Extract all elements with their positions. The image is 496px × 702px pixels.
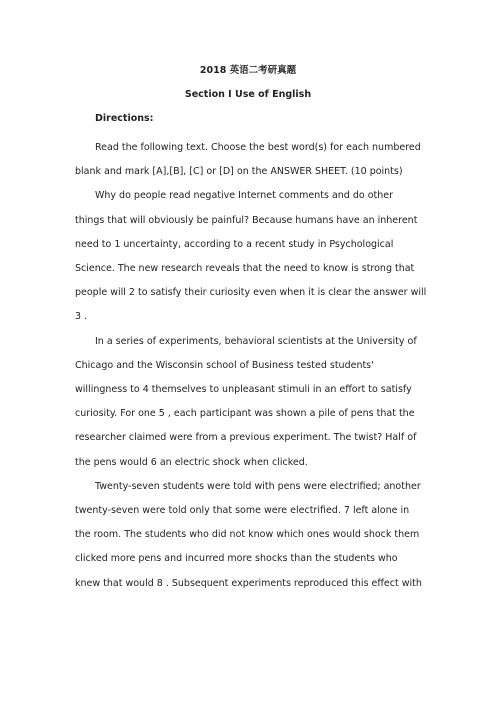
passage-line: In a series of experiments, behavioral scientists at the University of: [95, 335, 417, 347]
passage-body: [75, 136, 427, 596]
passage-line: knew that would 8 . Subsequent experiments reproduced this effect with: [75, 577, 422, 589]
passage-line: Twenty-seven students were told with pens were electrified; another: [95, 480, 421, 492]
passage-line: blank and mark [A],[B], [C] or [D] on the ANSWER SHEET. (10 points): [75, 166, 403, 178]
passage-line: twenty-seven were told only that some were electrified. 7 left alone in: [75, 505, 410, 517]
passage-line: need to 1 uncertainty, according to a recent study in Psychological: [75, 238, 394, 250]
document-title: 2018 英语二考研真题: [199, 65, 297, 76]
passage-line: Read the following text. Choose the best word(s) for each numbered: [95, 142, 421, 153]
passage-line: the pens would 6 an electric shock when clicked.: [75, 456, 308, 468]
section-heading: Section I Use of English: [184, 89, 312, 100]
passage-line: 3 .: [75, 311, 88, 323]
passage-line: curiosity. For one 5 , each participant was shown a pile of pens that the: [75, 408, 415, 420]
passage-line: willingness to 4 themselves to unpleasant stimuli in an effort to satisfy: [75, 384, 412, 396]
passage-line: Why do people read negative Internet comments and do other: [95, 190, 394, 202]
passage-line: people will 2 to satisfy their curiosity even when it is clear the answer will: [75, 287, 427, 299]
passage-line: things that will obviously be painful? Because humans have an inherent: [75, 214, 418, 226]
passage-line: clicked more pens and incurred more shocks than the students who: [75, 553, 398, 565]
passage-line: researcher claimed were from a previous experiment. The twist? Half of: [75, 432, 417, 444]
directions-label: Directions:: [95, 113, 154, 124]
passage-line: Science. The new research reveals that the need to know is strong that: [75, 263, 415, 275]
passage-line: the room. The students who did not know which ones would shock them: [75, 529, 420, 541]
passage-line: Chicago and the Wisconsin school of Business tested students': [75, 359, 374, 371]
